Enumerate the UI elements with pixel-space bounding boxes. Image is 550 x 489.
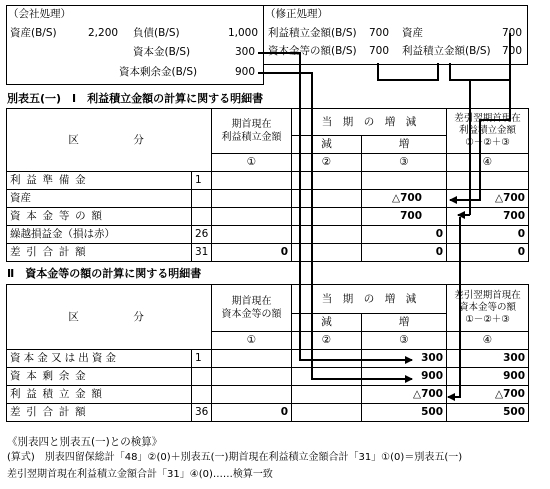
company-row2-credit-label: 資本金(B/S) xyxy=(133,46,191,58)
cell-inc: 700 xyxy=(362,208,447,226)
footer-formula-line1: (算式) 別表四留保総計「48」②(0)＋別表五(一)期首現在利益積立金額合計「31」①(0)＝別表五(一) xyxy=(7,452,463,463)
row-label: 差引合計額 xyxy=(7,404,192,422)
table2-num-2: ② xyxy=(292,332,362,350)
cell-end: 700 xyxy=(447,208,529,226)
table2-header-inc: 増 xyxy=(362,314,447,332)
table1-header-change: 当 期 の 増 減 xyxy=(292,109,447,136)
table2-header-dec: 減 xyxy=(292,314,362,332)
cell-inc: △700 xyxy=(362,190,447,208)
cell-end: 300 xyxy=(447,350,529,368)
cell-end: 500 xyxy=(447,404,529,422)
table1-num-2: ② xyxy=(292,154,362,172)
arrow-correction-retained xyxy=(450,63,510,80)
table2-heading: Ⅱ 資本金等の額の計算に関する明細書 xyxy=(7,267,202,280)
cell-end: △700 xyxy=(447,190,529,208)
company-row1-debit-value: 2,200 xyxy=(88,27,119,39)
company-journal-title: （会社処理） xyxy=(8,8,71,20)
correction-row2-credit-value: 700 xyxy=(501,45,522,57)
table2-num-3: ③ xyxy=(362,332,447,350)
cell-end: 900 xyxy=(447,368,529,386)
cell-end: 0 xyxy=(447,244,529,262)
table1-num-4: ④ xyxy=(447,154,529,172)
arrow-correction-asset xyxy=(450,33,510,200)
row-label: 資本金又は出資金 xyxy=(7,350,192,368)
table1-header-dec: 減 xyxy=(292,136,362,154)
cell-begin: 0 xyxy=(212,404,292,422)
correction-row2-debit-value: 700 xyxy=(369,45,390,57)
table1-header-begin: 期首現在 利益積立金額 xyxy=(212,109,292,154)
table2-num-4: ④ xyxy=(447,332,529,350)
row-no: 1 xyxy=(192,172,212,190)
table2-header-end: 差引翌期首現在 資本金等の額 ①－②＋③ xyxy=(447,285,529,332)
correction-row1-credit-label: 資産 xyxy=(402,27,423,39)
company-row1-credit-label: 負債(B/S) xyxy=(133,27,180,39)
company-row2-credit-value: 300 xyxy=(234,46,255,58)
correction-journal-title: （修正処理） xyxy=(265,8,328,20)
table2-header-kubun: 区 分 xyxy=(7,285,212,350)
arrow-surplus-900 xyxy=(258,73,412,379)
cell-end: 0 xyxy=(447,226,529,244)
company-row1-credit-value: 1,000 xyxy=(227,27,258,39)
company-row3-credit-value: 900 xyxy=(234,66,255,78)
table1-num-3: ③ xyxy=(362,154,447,172)
row-label: 繰越損益金（損は赤） xyxy=(7,226,192,244)
company-row3-credit-label: 資本剰余金(B/S) xyxy=(119,66,198,78)
arrow-capital-300 xyxy=(258,53,412,360)
table1-heading: 別表五(一) Ⅰ 利益積立金額の計算に関する明細書 xyxy=(7,92,264,105)
arrow-correction-capital-bracket xyxy=(378,63,438,80)
cell-end: △700 xyxy=(447,386,529,404)
cell-inc: 0 xyxy=(362,226,447,244)
row-no: 26 xyxy=(192,226,212,244)
row-label: 差引合計額 xyxy=(7,244,192,262)
correction-row2-credit-label: 利益積立金額(B/S) xyxy=(402,45,491,57)
footer-check-title: 《別表四と別表五(一)との検算》 xyxy=(7,436,163,448)
correction-row1-debit-label: 利益積立金額(B/S) xyxy=(268,27,357,39)
row-no: 1 xyxy=(192,350,212,368)
correction-row2-debit-label: 資本金等の額(B/S) xyxy=(268,45,357,57)
table2-num-1: ① xyxy=(212,332,292,350)
cell-inc: △700 xyxy=(362,386,447,404)
cell-inc: 300 xyxy=(362,350,447,368)
row-label: 利益積立金額 xyxy=(7,386,192,404)
footer-formula-line2: 差引翌期首現在利益積立金額合計「31」④(0)……検算一致 xyxy=(7,469,273,480)
table1-header-inc: 増 xyxy=(362,136,447,154)
cell-inc: 500 xyxy=(362,404,447,422)
table1-header-kubun: 区 分 xyxy=(7,109,212,172)
table1-num-1: ① xyxy=(212,154,292,172)
table2-header-begin: 期首現在 資本金等の額 xyxy=(212,285,292,332)
company-row1-debit-label: 資産(B/S) xyxy=(10,27,57,39)
row-label: 資本剰余金 xyxy=(7,368,192,386)
cell-begin: 0 xyxy=(212,244,292,262)
cell-inc: 900 xyxy=(362,368,447,386)
row-label: 利益準備金 xyxy=(7,172,192,190)
correction-row1-debit-value: 700 xyxy=(369,27,390,39)
table1-header-end: 差引翌期首現在 利益積立金額 ①－②＋③ xyxy=(447,109,529,154)
row-no: 36 xyxy=(192,404,212,422)
cell-inc: 0 xyxy=(362,244,447,262)
row-label: 資本金等の額 xyxy=(7,208,192,226)
row-no: 31 xyxy=(192,244,212,262)
table2-header-change: 当 期 の 増 減 xyxy=(292,285,447,314)
correction-row1-credit-value: 700 xyxy=(501,27,522,39)
arrow-table1-capital-down xyxy=(448,217,460,397)
row-label: 資産 xyxy=(7,190,192,208)
